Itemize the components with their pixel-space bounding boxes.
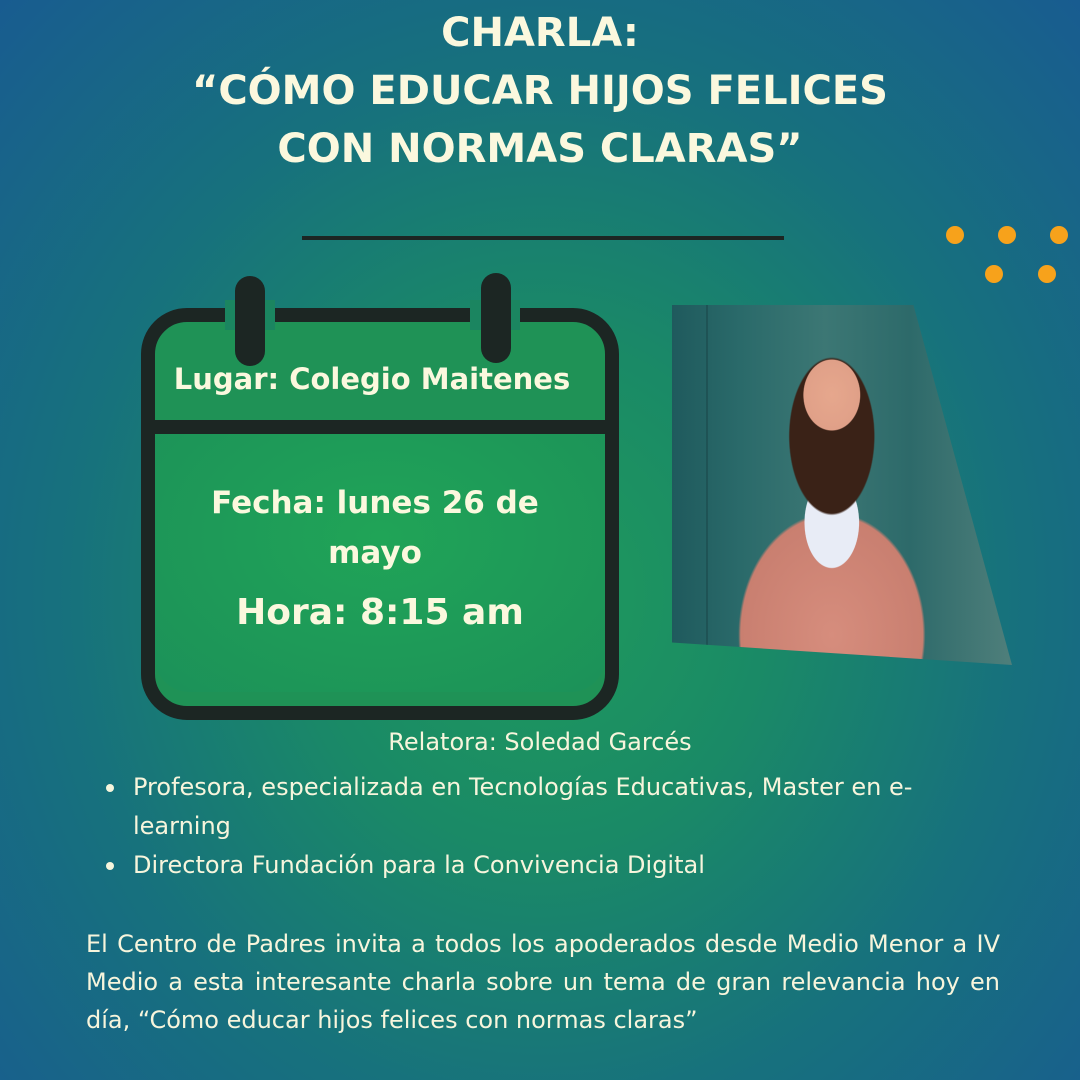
title-line-2: “CÓMO EDUCAR HIJOS FELICES <box>192 68 888 114</box>
invitation-text: El Centro de Padres invita a todos los apoderados desde Medio Menor a IV Medio a esta interesante charla sobre un tema de gran relevancia hoy en día, “Cómo educar hijos felices con normas claras” <box>86 930 1000 1034</box>
event-date: Fecha: lunes 26 de mayo <box>211 485 539 571</box>
speaker-credentials <box>106 768 1006 885</box>
dot <box>985 265 1003 283</box>
bullet-icon <box>106 784 114 792</box>
speaker-name: Relatora: Soledad Garcés <box>388 728 692 756</box>
list-item <box>106 846 1006 885</box>
dot <box>946 226 964 244</box>
title-line-1: CHARLA: <box>441 10 639 56</box>
bullet-icon <box>106 862 114 870</box>
credential-text: Profesora, especializada en Tecnologías Educativas, Master en e-learning <box>133 773 913 840</box>
speaker-photo <box>672 305 1012 680</box>
dot <box>998 226 1016 244</box>
dot <box>1038 265 1056 283</box>
credential-text: Directora Fundación para la Convivencia Digital <box>133 851 705 879</box>
event-title <box>0 4 1080 178</box>
calendar-ring <box>481 273 511 363</box>
title-line-3: CON NORMAS CLARAS” <box>277 126 803 172</box>
dot <box>1050 226 1068 244</box>
calendar-ring <box>235 276 265 366</box>
event-location: Lugar: Colegio Maitenes <box>173 362 571 396</box>
calendar-header-divider <box>141 420 619 434</box>
title-divider <box>302 236 784 240</box>
event-time: Hora: 8:15 am <box>236 592 524 633</box>
list-item <box>106 768 1006 846</box>
